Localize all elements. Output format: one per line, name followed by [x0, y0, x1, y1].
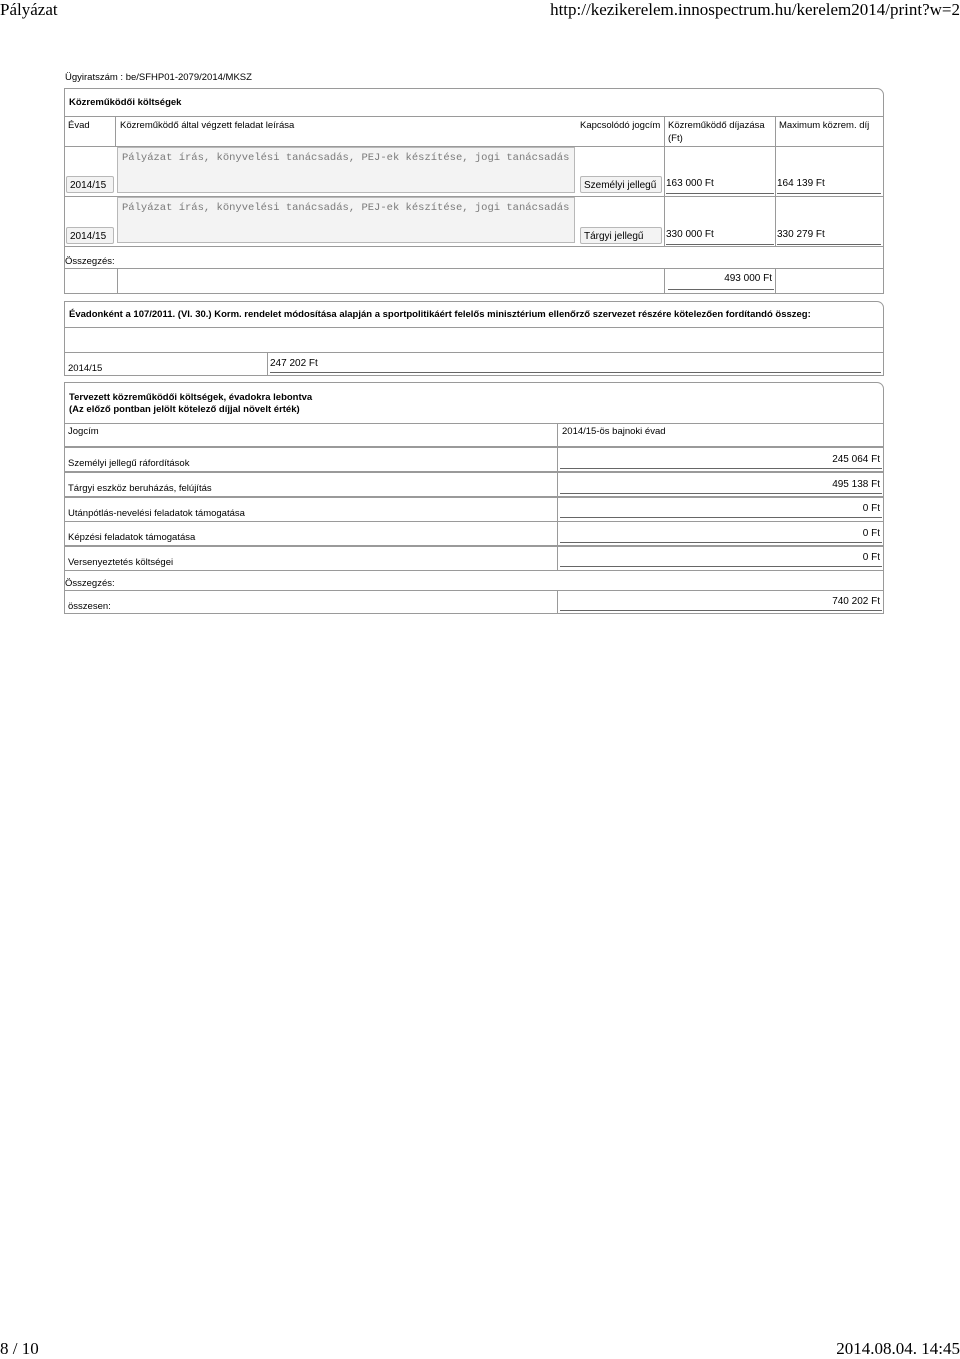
jogcim-field-1[interactable]: Személyi jellegű — [580, 176, 662, 193]
planned-total-value: 740 202 Ft — [560, 596, 882, 611]
section2-amount: 247 202 Ft — [270, 358, 881, 373]
section1-summary-label: Összegzés: — [65, 256, 115, 267]
section3-title-line1: Tervezett közreműködői költségek, évadokra lebontva — [69, 392, 313, 403]
section1-title: Közreműködői költségek — [69, 97, 182, 108]
planned-label-personnel: Személyi jellegű ráfordítások — [68, 458, 190, 469]
section1-summary-total: 493 000 Ft — [668, 273, 774, 290]
planned-value-competition: 0 Ft — [560, 552, 882, 567]
fee-field-1[interactable]: 163 000 Ft — [666, 178, 774, 194]
fee-field-2[interactable]: 330 000 Ft — [666, 229, 774, 245]
col-header-description: Közreműködő által végzett feladat leírása — [120, 120, 295, 131]
planned-value-youth: 0 Ft — [560, 503, 882, 518]
season-field-2[interactable]: 2014/15 — [66, 227, 114, 244]
section3-col-jogcim: Jogcím — [68, 426, 99, 437]
planned-label-assets: Tárgyi eszköz beruházás, felújítás — [68, 483, 212, 494]
page-header-title: Pályázat — [0, 0, 58, 19]
section3-col-season: 2014/15-ös bajnoki évad — [562, 426, 666, 437]
max-fee-field-2: 330 279 Ft — [777, 229, 881, 245]
col-header-max: Maximum közrem. díj — [779, 120, 870, 131]
planned-value-assets: 495 138 Ft — [560, 479, 882, 494]
col-header-season: Évad — [68, 120, 90, 131]
jogcim-field-2[interactable]: Tárgyi jellegű — [580, 227, 662, 244]
page-header-url: http://kezikerelem.innospectrum.hu/kerelem2014/print?w=2 — [550, 0, 960, 19]
col-header-jogcim: Kapcsolódó jogcím — [580, 120, 661, 131]
section3-summary-label: Összegzés: — [65, 578, 115, 589]
planned-value-personnel: 245 064 Ft — [560, 454, 882, 469]
planned-label-competition: Versenyeztetés költségei — [68, 557, 174, 568]
planned-label-youth: Utánpótlás-nevelési feladatok támogatása — [68, 508, 245, 519]
planned-label-training: Képzési feladatok támogatása — [68, 532, 196, 543]
print-datetime: 2014.08.04. 14:45 — [836, 1339, 960, 1358]
planned-value-training: 0 Ft — [560, 528, 882, 543]
planned-total-label: összesen: — [68, 601, 111, 612]
section3-header-row — [64, 423, 884, 447]
section2-blank-row — [64, 327, 884, 353]
section2-season: 2014/15 — [68, 363, 103, 374]
page-number: 8 / 10 — [0, 1339, 39, 1358]
task-description-field-1[interactable]: Pályázat írás, könyvelési tanácsadás, PEJ-ek készítése, jogi tanácsadás — [117, 147, 575, 193]
section2-title: Évadonként a 107/2011. (VI. 30.) Korm. rendelet módosítása alapján a sportpolitikáért felelős minisztérium ellenőrző szervezet részére kötelezően fordítandó összeg: — [69, 309, 811, 320]
section3-title-line2: (Az előző pontban jelölt kötelező díjjal növelt érték) — [69, 404, 300, 415]
task-description-field-2[interactable]: Pályázat írás, könyvelési tanácsadás, PEJ-ek készítése, jogi tanácsadás — [117, 197, 575, 243]
max-fee-field-1: 164 139 Ft — [777, 178, 881, 194]
col-header-fee: Közreműködő díjazása — [668, 120, 765, 131]
file-number: Ügyiratszám : be/SFHP01-2079/2014/MKSZ — [65, 72, 252, 83]
col-header-fee-unit: (Ft) — [668, 133, 683, 144]
season-field-1[interactable]: 2014/15 — [66, 176, 114, 193]
